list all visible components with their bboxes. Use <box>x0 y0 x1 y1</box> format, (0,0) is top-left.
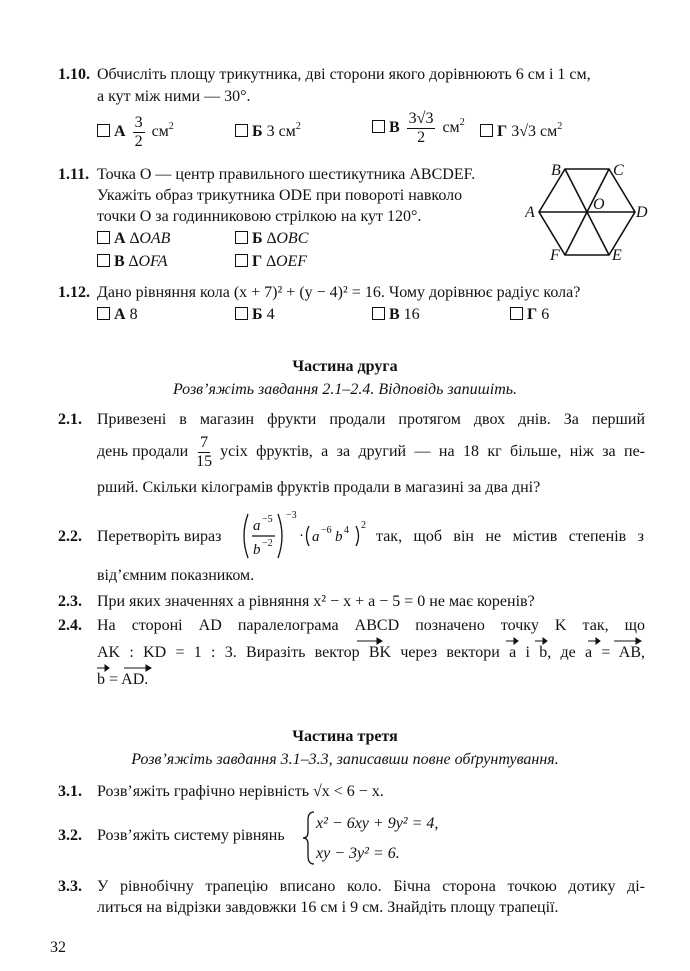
problem-1-12-option-a[interactable]: А 8 <box>97 305 138 325</box>
problem-1-11-option-d[interactable]: Г ∆OEF <box>235 252 307 272</box>
checkbox-icon[interactable] <box>372 307 385 320</box>
problem-2-4-line3: b = AD. <box>97 671 149 688</box>
svg-text:4: 4 <box>344 525 349 536</box>
problem-1-11-line1: Точка O — центр правильного шестикутника ABCDEF. <box>97 166 476 183</box>
svg-text:2: 2 <box>361 520 366 531</box>
problem-1-10-option-b[interactable]: Б 3 $см^2$ <box>235 122 301 142</box>
problem-2-3-number: 2.3. <box>58 593 82 610</box>
problem-3-1-number: 3.1. <box>58 783 82 800</box>
problem-3-1-text: Розв’яжіть графічно нерівність √x < 6 − x. <box>97 783 384 800</box>
checkbox-icon[interactable] <box>97 254 110 267</box>
svg-text:−6: −6 <box>321 525 332 536</box>
checkbox-icon[interactable] <box>97 124 110 137</box>
problem-3-3-line1: У рівнобічну трапецію вписано коло. Бічна сторона точкою дотику ді- <box>97 878 645 895</box>
svg-text:−2: −2 <box>262 538 273 549</box>
problem-1-12-option-d[interactable]: Г 6 <box>510 305 549 325</box>
checkbox-icon[interactable] <box>235 231 248 244</box>
right-paren-2 <box>356 526 359 546</box>
system-brace-icon <box>302 810 316 866</box>
problem-3-2-number: 3.2. <box>58 827 82 844</box>
part-3-instruction: Розв’яжіть завдання 3.1–3.3, записавши повне обґрунтування. <box>131 751 559 768</box>
svg-text:a: a <box>253 518 261 534</box>
right-paren <box>278 514 282 558</box>
svg-text:a: a <box>312 529 320 545</box>
left-paren-2 <box>307 526 310 546</box>
checkbox-icon[interactable] <box>97 307 110 320</box>
problem-1-12-option-b[interactable]: Б 4 <box>235 305 275 325</box>
problem-2-2-number: 2.2. <box>58 528 82 545</box>
problem-1-11-option-a[interactable]: А ∆OAB <box>97 229 170 249</box>
problem-1-10-line1: Обчисліть площу трикутника, дві сторони якого дорівнюють 6 см і 1 см, <box>97 66 591 83</box>
vertex-label-e: E <box>612 247 622 264</box>
problem-1-10-option-d[interactable]: Г 3√3 $см^2$ <box>480 122 562 142</box>
checkbox-icon[interactable] <box>235 307 248 320</box>
checkbox-icon[interactable] <box>97 231 110 244</box>
left-paren <box>244 514 248 558</box>
hexagon-figure <box>525 160 655 268</box>
part-2-instruction: Розв’яжіть завдання 2.1–2.4. Відповідь запишіть. <box>172 381 518 398</box>
checkbox-icon[interactable] <box>510 307 523 320</box>
problem-1-11-line2: Укажіть образ трикутника ODE при повороті навколо <box>97 187 463 204</box>
problem-2-4-line2: AK : KD = 1 : 3. Виразіть вектор BK через вектори a і b, де a = AB, <box>97 644 645 661</box>
vertex-label-b: B <box>551 162 561 179</box>
checkbox-icon[interactable] <box>235 254 248 267</box>
problem-2-2-expression <box>238 508 372 564</box>
checkbox-icon[interactable] <box>235 124 248 137</box>
problem-2-1-line3: рший. Скільки кілограмів фруктів продали в магазині за два дні? <box>97 479 541 496</box>
page-number: 32 <box>50 939 66 956</box>
problem-2-2-pre: Перетворіть вираз <box>97 528 222 545</box>
problem-1-11-option-c[interactable]: В ∆OFA <box>97 252 168 272</box>
problem-3-2-eq1: x² − 6xy + 9y² = 4, <box>316 815 439 832</box>
problem-2-4-number: 2.4. <box>58 617 82 634</box>
vertex-label-a: A <box>525 204 535 221</box>
problem-3-2-eq2: xy − 3y² = 6. <box>316 845 400 862</box>
problem-1-11-number: 1.11. <box>58 166 90 183</box>
problem-1-10-option-a[interactable]: А $\frac{3}{2}$ $см^2$ <box>97 114 174 154</box>
problem-3-3-line2: литься на відрізки завдовжки 16 см і 9 см. Знайдіть площу трапеції. <box>97 899 559 916</box>
part-2-title: Частина друга <box>292 358 398 375</box>
problem-1-10-number: 1.10. <box>58 66 90 83</box>
checkbox-icon[interactable] <box>480 124 493 137</box>
problem-2-1-line1: Привезені в магазин фрукти продали протягом двох днів. За перший <box>97 411 645 428</box>
svg-text:·: · <box>299 528 304 544</box>
problem-2-4-line1: На стороні AD паралелограма ABCD позначено точку K так, що <box>97 617 645 634</box>
problem-2-2-line2: від’ємним показником. <box>97 567 255 584</box>
problem-2-1-line2: день продали $\frac{7}{15}$ усіх фруктів, а за другий — на 18 кг більше, ніж за пе- <box>97 433 645 470</box>
problem-3-3-number: 3.3. <box>58 878 82 895</box>
part-3-title: Частина третя <box>292 728 398 745</box>
center-label-o: O <box>593 196 605 213</box>
problem-1-12-number: 1.12. <box>58 284 90 301</box>
checkbox-icon[interactable] <box>372 120 385 133</box>
problem-2-3-text: При яких значеннях a рівняння x² − x + a − 5 = 0 не має коренів? <box>97 593 535 610</box>
svg-text:−5: −5 <box>262 514 273 525</box>
problem-2-2-post: так, щоб він не містив степенів з <box>376 528 644 545</box>
svg-text:−3: −3 <box>286 510 297 521</box>
problem-1-10-line2: а кут між ними — 30°. <box>97 88 251 105</box>
svg-text:b: b <box>335 529 343 545</box>
vertex-label-f: F <box>550 247 560 264</box>
problem-1-11-option-b[interactable]: Б ∆OBC <box>235 229 308 249</box>
vertex-label-d: D <box>636 204 648 221</box>
svg-text:b: b <box>253 542 261 558</box>
problem-1-12-text: Дано рівняння кола (x + 7)² + (y − 4)² = 16. Чому дорівнює радіус кола? <box>97 284 581 301</box>
problem-1-12-option-c[interactable]: В 16 <box>372 305 420 325</box>
vertex-label-c: C <box>613 162 624 179</box>
problem-3-2-text: Розв’яжіть систему рівнянь <box>97 827 285 844</box>
problem-1-11-line3: точки O за годинниковою стрілкою на кут 120°. <box>97 208 422 225</box>
problem-2-1-number: 2.1. <box>58 411 82 428</box>
problem-1-10-option-c[interactable]: В $\frac{3√3}{2}$ $см^2$ <box>372 110 465 154</box>
